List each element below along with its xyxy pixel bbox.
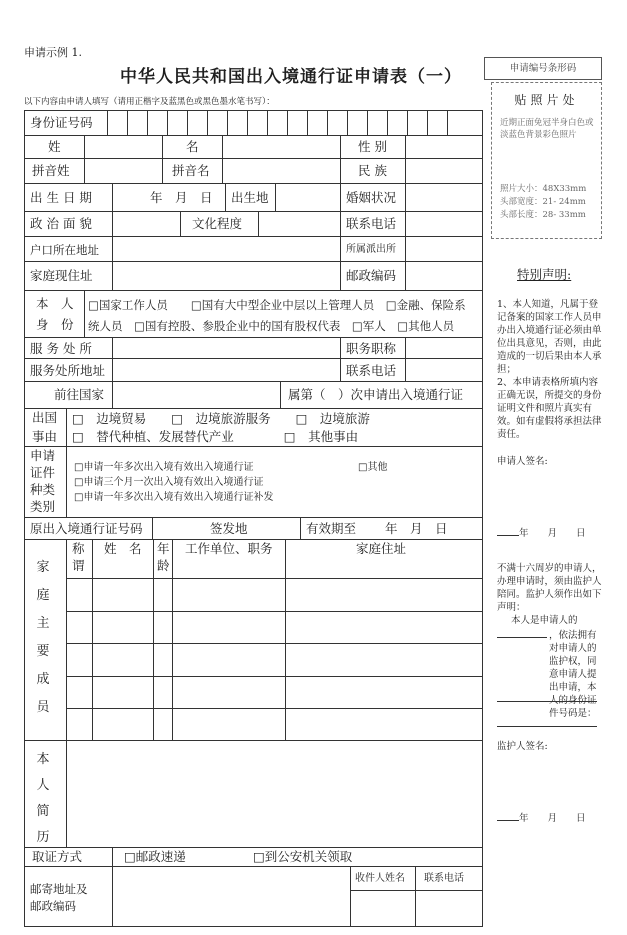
application-barcode-box: 申请编号条形码 [484, 57, 602, 80]
resume-label-char: 本 [36, 752, 50, 767]
family-members-label [36, 556, 50, 724]
guardian-date-text: 年 月 日 [519, 813, 586, 824]
photo-title: 贴照片处 [514, 93, 579, 107]
birth-date-ymd: 年 月 日 [150, 190, 213, 205]
applicant-signature-label: 申请人签名: [497, 456, 548, 467]
reason-options-line2[interactable]: □ 替代种植、发展替代产业 □ 其他事由 [72, 429, 359, 444]
birth-date-label: 出 生 日 期 [30, 190, 92, 205]
declaration-title: 特别声明: [517, 267, 572, 282]
ethnicity-input[interactable] [406, 159, 482, 183]
guardian-signature-label: 监护人签名: [497, 741, 548, 752]
cert-type-label-line1: 申请 [30, 448, 56, 463]
postal-code-input[interactable] [406, 262, 482, 290]
pinyin-surname-input[interactable] [85, 159, 162, 183]
family-label-char: 庭 [36, 588, 50, 603]
education-label: 文化程度 [192, 216, 243, 231]
guardian-date-line[interactable] [497, 812, 586, 825]
phone-label: 联系电话 [346, 216, 397, 231]
family-label-char: 家 [36, 560, 50, 575]
family-col-age-1: 年 [157, 541, 170, 556]
identity-options-line1[interactable]: □国家工作人员 □国有大中型企业中层以上管理人员 □金融、保险系 [88, 298, 466, 312]
valid-until-ymd: 年 月 日 [385, 521, 448, 536]
photo-note: 近期正面免冠半身白色或淡蓝色背景彩色照片 [500, 118, 594, 140]
guardian-relation-text: 本人是申请人的 [511, 615, 578, 626]
resume-label-char: 历 [36, 830, 50, 845]
family-col-address: 家庭住址 [356, 541, 407, 556]
guardian-id-line[interactable] [497, 701, 597, 702]
applicant-date-text: 年 月 日 [519, 528, 586, 539]
birth-place-input[interactable] [276, 184, 340, 211]
marital-status-input[interactable] [406, 184, 482, 211]
resume-input[interactable] [67, 741, 482, 847]
id-number-label: 身份证号码 [30, 115, 93, 130]
declaration-item-2: 2、本申请表格所填内容正确无误，所提交的身份证明文件和照片真实有效。如有虚假将承担法律责任。 [497, 377, 602, 440]
photo-spec: 头部宽度：21- 24mm [500, 197, 586, 207]
cert-type-label-line3: 种类 [30, 482, 56, 497]
guardian-declaration-text: ，依法拥有对申请人的监护权，同意申请人提出申请，本人的身份证件号码是： [549, 630, 597, 719]
family-col-age-2: 龄 [157, 558, 170, 573]
identity-options-line2[interactable]: 统人员 □国有控股、参股企业中的国有股权代表 □军人 □其他人员 [88, 319, 455, 333]
recipient-phone-input[interactable] [416, 891, 482, 926]
hukou-address-label: 户口所在地址 [30, 243, 99, 257]
political-status-label: 政 治 面 貌 [30, 216, 92, 231]
resume-label-char: 人 [36, 778, 50, 793]
home-address-input[interactable] [113, 262, 340, 290]
given-name-label: 名 [186, 139, 199, 154]
family-member-row[interactable] [67, 579, 482, 611]
orig-permit-no-label: 原出入境通行证号码 [30, 521, 143, 536]
family-member-row[interactable] [67, 677, 482, 708]
home-address-label: 家庭现住址 [30, 268, 93, 283]
cert-option-three-month[interactable]: □申请三个月一次出入境有效出入境通行证 [74, 477, 264, 488]
family-col-relation-2: 谓 [72, 558, 85, 573]
family-member-row[interactable] [67, 612, 482, 643]
identity-label-line2: 身 份 [36, 317, 74, 332]
marital-status-label: 婚姻状况 [346, 190, 397, 205]
recipient-name-input[interactable] [351, 891, 415, 926]
reason-label-line1: 出国 [32, 410, 58, 425]
recipient-phone-label: 联系电话 [424, 873, 464, 884]
family-member-row[interactable] [67, 644, 482, 676]
valid-until-label: 有效期至 [306, 521, 357, 536]
pickup-option-post[interactable]: □邮政速递 [124, 849, 186, 864]
employer-phone-label: 联系电话 [346, 363, 397, 378]
photo-spec: 照片大小：48X33mm [500, 184, 587, 194]
pinyin-surname-label: 拼音姓 [32, 163, 70, 178]
pinyin-given-input[interactable] [223, 159, 340, 183]
family-label-char: 要 [36, 644, 50, 659]
cert-option-multi-year[interactable]: □申请一年多次出入境有效出入境通行证 [74, 462, 254, 473]
mail-address-label-line2: 邮政编码 [30, 899, 76, 913]
cert-option-reissue[interactable]: □申请一年多次出入境有效出入境通行证补发 [74, 492, 274, 503]
job-title-input[interactable] [406, 338, 482, 358]
declaration-item-1: 1、本人知道，凡属于登记备案的国家工作人员申办出入境通行证必须由单位出具意见，否则，由此造成的一切后果由本人承担； [497, 299, 602, 375]
family-col-relation-1: 称 [72, 541, 85, 556]
postal-code-label: 邮政编码 [346, 268, 397, 283]
pickup-option-station[interactable]: □到公安机关领取 [253, 849, 353, 864]
birth-date-input[interactable] [113, 184, 225, 211]
destination-input[interactable] [113, 382, 280, 408]
form-title: 中华人民共和国出入境通行证申请表（一） [120, 67, 462, 87]
mail-address-input[interactable] [113, 867, 350, 926]
family-label-char: 员 [36, 700, 50, 715]
hukou-address-input[interactable] [113, 237, 340, 261]
cert-option-other[interactable]: □其他 [358, 462, 388, 473]
reason-label-line2: 事由 [32, 429, 58, 444]
identity-label-line1: 本 人 [36, 296, 74, 311]
cert-type-label-line4: 类别 [30, 499, 56, 514]
nth-application-label: 属第（ ）次申请出入境通行证 [288, 387, 464, 402]
employer-label: 服 务 处 所 [30, 341, 92, 356]
family-label-char: 成 [36, 672, 50, 687]
id-number-input[interactable] [108, 111, 482, 135]
employer-input[interactable] [113, 338, 340, 358]
recipient-name-label: 收件人姓名 [355, 873, 405, 884]
phone-input[interactable] [406, 212, 482, 236]
job-title-label: 职务职称 [346, 341, 397, 356]
gender-input[interactable] [406, 136, 482, 158]
given-name-input[interactable] [223, 136, 340, 158]
surname-label: 姓 [48, 139, 61, 154]
mail-address-label-line1: 邮寄地址及 [30, 882, 88, 896]
family-col-name: 姓 名 [104, 541, 142, 556]
family-member-row[interactable] [67, 709, 482, 740]
sample-label: 申请示例 1. [24, 46, 82, 59]
photo-spec: 头部长度：28- 33mm [500, 210, 586, 220]
minor-note: 不满十六周岁的申请人，办理申请时，须由监护人陪同。监护人须作出如下声明： [497, 563, 602, 613]
employer-address-label: 服务处所地址 [30, 363, 106, 378]
guardian-relation-line[interactable] [497, 629, 547, 642]
employer-address-input[interactable] [113, 359, 340, 381]
gender-label: 性 别 [358, 139, 387, 154]
political-status-input[interactable] [113, 212, 180, 236]
fill-instruction: 以下内容由申请人填写（请用正楷字及蓝黑色或黑色墨水笔书写）： [24, 97, 275, 107]
resume-label [36, 748, 50, 852]
ethnicity-label: 民 族 [358, 163, 387, 178]
education-input[interactable] [259, 212, 340, 236]
applicant-date-line[interactable] [497, 527, 586, 540]
guardian-id-line[interactable] [497, 726, 597, 727]
reason-options-line1[interactable]: □ 边境贸易 □ 边境旅游服务 □ 边境旅游 [72, 411, 370, 426]
destination-label: 前往国家 [54, 387, 105, 402]
family-label-char: 主 [36, 616, 50, 631]
resume-label-char: 简 [36, 804, 50, 819]
family-col-work: 工作单位、职务 [185, 541, 273, 556]
issue-place-label: 签发地 [210, 521, 248, 536]
pinyin-given-label: 拼音名 [172, 163, 210, 178]
surname-input[interactable] [85, 136, 162, 158]
employer-phone-input[interactable] [406, 359, 482, 381]
police-station-input[interactable] [406, 237, 482, 261]
cert-type-label-line2: 证件 [30, 465, 56, 480]
birth-place-label: 出生地 [231, 190, 269, 205]
police-station-label: 所属派出所 [346, 244, 396, 255]
pickup-method-label: 取证方式 [32, 849, 83, 864]
